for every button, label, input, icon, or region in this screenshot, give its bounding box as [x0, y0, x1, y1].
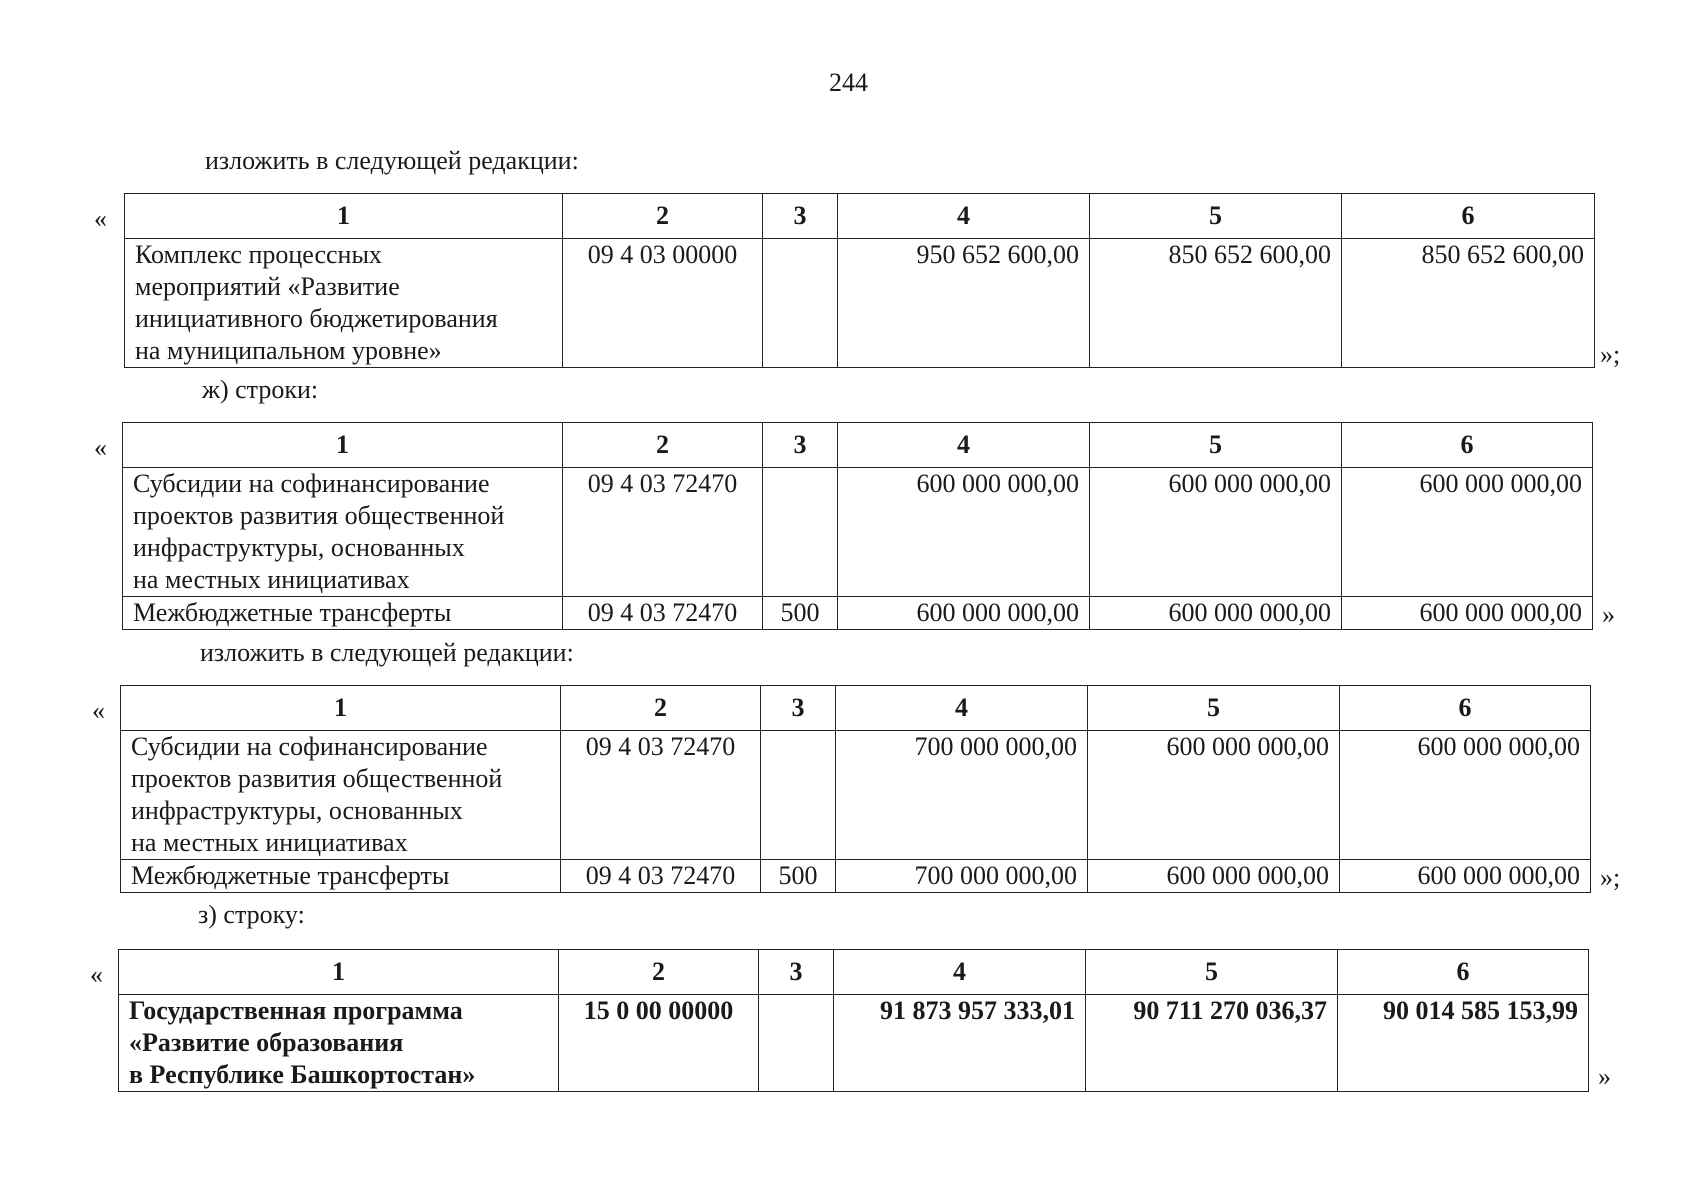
- amount-col5: 850 652 600,00: [1090, 239, 1342, 368]
- amount-col6: 850 652 600,00: [1342, 239, 1595, 368]
- page-number: 244: [829, 68, 868, 97]
- row-name-line: инициативного бюджетирования: [135, 304, 498, 333]
- column-header-6: 6: [1342, 423, 1593, 468]
- column-header-2: 2: [563, 194, 763, 239]
- amount-col5: 600 000 000,00: [1090, 468, 1342, 597]
- closing-quote: »: [1602, 600, 1615, 629]
- table-row: [119, 995, 1589, 1092]
- expense-type: [763, 468, 838, 597]
- target-code: 09 4 03 72470: [561, 860, 761, 893]
- row-name: [119, 995, 559, 1092]
- column-header-6: 6: [1342, 194, 1595, 239]
- table-row: [121, 860, 1591, 893]
- column-header-3: 3: [763, 194, 838, 239]
- target-code: 09 4 03 00000: [563, 239, 763, 368]
- row-name-line: в Республике Башкортостан»: [129, 1060, 476, 1089]
- row-name-line: мероприятий «Развитие: [135, 272, 400, 301]
- amount-col4: 950 652 600,00: [838, 239, 1090, 368]
- column-header-5: 5: [1090, 423, 1342, 468]
- header-row: [119, 950, 1589, 995]
- row-name-line: на местных инициативах: [133, 565, 410, 594]
- row-name-line: Межбюджетные трансферты: [133, 598, 452, 627]
- row-name-line: на муниципальном уровне»: [135, 336, 442, 365]
- table-row: [123, 597, 1593, 630]
- row-name-line: Межбюджетные трансферты: [131, 861, 450, 890]
- expense-type: 500: [763, 597, 838, 630]
- row-name-line: проектов развития общественной: [131, 764, 503, 793]
- amount-col6: 90 014 585 153,99: [1338, 995, 1589, 1092]
- amount-col6: 600 000 000,00: [1340, 731, 1591, 860]
- row-name: [123, 597, 563, 630]
- row-name-line: проектов развития общественной: [133, 501, 505, 530]
- table-row: [125, 239, 1595, 368]
- row-name-line: инфраструктуры, основанных: [131, 796, 463, 825]
- row-name-line: Государственная программа: [129, 996, 463, 1025]
- column-header-4: 4: [834, 950, 1086, 995]
- header-row: [123, 423, 1593, 468]
- target-code: 15 0 00 00000: [559, 995, 759, 1092]
- target-code: 09 4 03 72470: [563, 597, 763, 630]
- closing-quote: »: [1598, 1062, 1611, 1091]
- expense-type: [759, 995, 834, 1092]
- amount-col5: 600 000 000,00: [1090, 597, 1342, 630]
- row-name: [121, 860, 561, 893]
- row-name: [123, 468, 563, 597]
- amount-col5: 90 711 270 036,37: [1086, 995, 1338, 1092]
- amount-col6: 600 000 000,00: [1342, 468, 1593, 597]
- budget-table: [124, 193, 1595, 368]
- table-row: [121, 731, 1591, 860]
- row-name-line: Субсидии на софинансирование: [131, 732, 488, 761]
- amount-col4: 600 000 000,00: [838, 468, 1090, 597]
- amount-col5: 600 000 000,00: [1088, 731, 1340, 860]
- expense-type: 500: [761, 860, 836, 893]
- budget-table: [122, 422, 1593, 630]
- opening-quote: «: [92, 696, 105, 725]
- amount-col4: 700 000 000,00: [836, 731, 1088, 860]
- amount-col4: 700 000 000,00: [836, 860, 1088, 893]
- column-header-1: 1: [123, 423, 563, 468]
- intro-text: изложить в следующей редакции:: [205, 146, 579, 175]
- row-name-line: Комплекс процессных: [135, 240, 382, 269]
- opening-quote: «: [90, 960, 103, 989]
- column-header-4: 4: [838, 194, 1090, 239]
- closing-quote: »;: [1600, 863, 1621, 892]
- column-header-5: 5: [1088, 686, 1340, 731]
- column-header-2: 2: [561, 686, 761, 731]
- header-row: [125, 194, 1595, 239]
- column-header-3: 3: [763, 423, 838, 468]
- row-name-line: «Развитие образования: [129, 1028, 404, 1057]
- column-header-1: 1: [119, 950, 559, 995]
- column-header-2: 2: [563, 423, 763, 468]
- amount-col6: 600 000 000,00: [1342, 597, 1593, 630]
- column-header-1: 1: [121, 686, 561, 731]
- amount-col6: 600 000 000,00: [1340, 860, 1591, 893]
- row-name: [125, 239, 563, 368]
- budget-table: [120, 685, 1591, 893]
- opening-quote: «: [94, 204, 107, 233]
- header-row: [121, 686, 1591, 731]
- row-name-line: Субсидии на софинансирование: [133, 469, 490, 498]
- row-name-line: на местных инициативах: [131, 828, 408, 857]
- expense-type: [761, 731, 836, 860]
- amount-col5: 600 000 000,00: [1088, 860, 1340, 893]
- target-code: 09 4 03 72470: [561, 731, 761, 860]
- column-header-3: 3: [761, 686, 836, 731]
- column-header-6: 6: [1338, 950, 1589, 995]
- column-header-2: 2: [559, 950, 759, 995]
- opening-quote: «: [94, 433, 107, 462]
- amount-col4: 600 000 000,00: [838, 597, 1090, 630]
- column-header-6: 6: [1340, 686, 1591, 731]
- column-header-5: 5: [1090, 194, 1342, 239]
- row-name: [121, 731, 561, 860]
- intro-text: ж) строки:: [202, 375, 319, 404]
- column-header-5: 5: [1086, 950, 1338, 995]
- closing-quote: »;: [1600, 340, 1621, 369]
- intro-text: изложить в следующей редакции:: [200, 638, 574, 667]
- target-code: 09 4 03 72470: [563, 468, 763, 597]
- column-header-4: 4: [838, 423, 1090, 468]
- amount-col4: 91 873 957 333,01: [834, 995, 1086, 1092]
- column-header-3: 3: [759, 950, 834, 995]
- column-header-1: 1: [125, 194, 563, 239]
- expense-type: [763, 239, 838, 368]
- row-name-line: инфраструктуры, основанных: [133, 533, 465, 562]
- intro-text: з) строку:: [198, 900, 305, 929]
- table-row: [123, 468, 1593, 597]
- column-header-4: 4: [836, 686, 1088, 731]
- budget-table: [118, 949, 1589, 1092]
